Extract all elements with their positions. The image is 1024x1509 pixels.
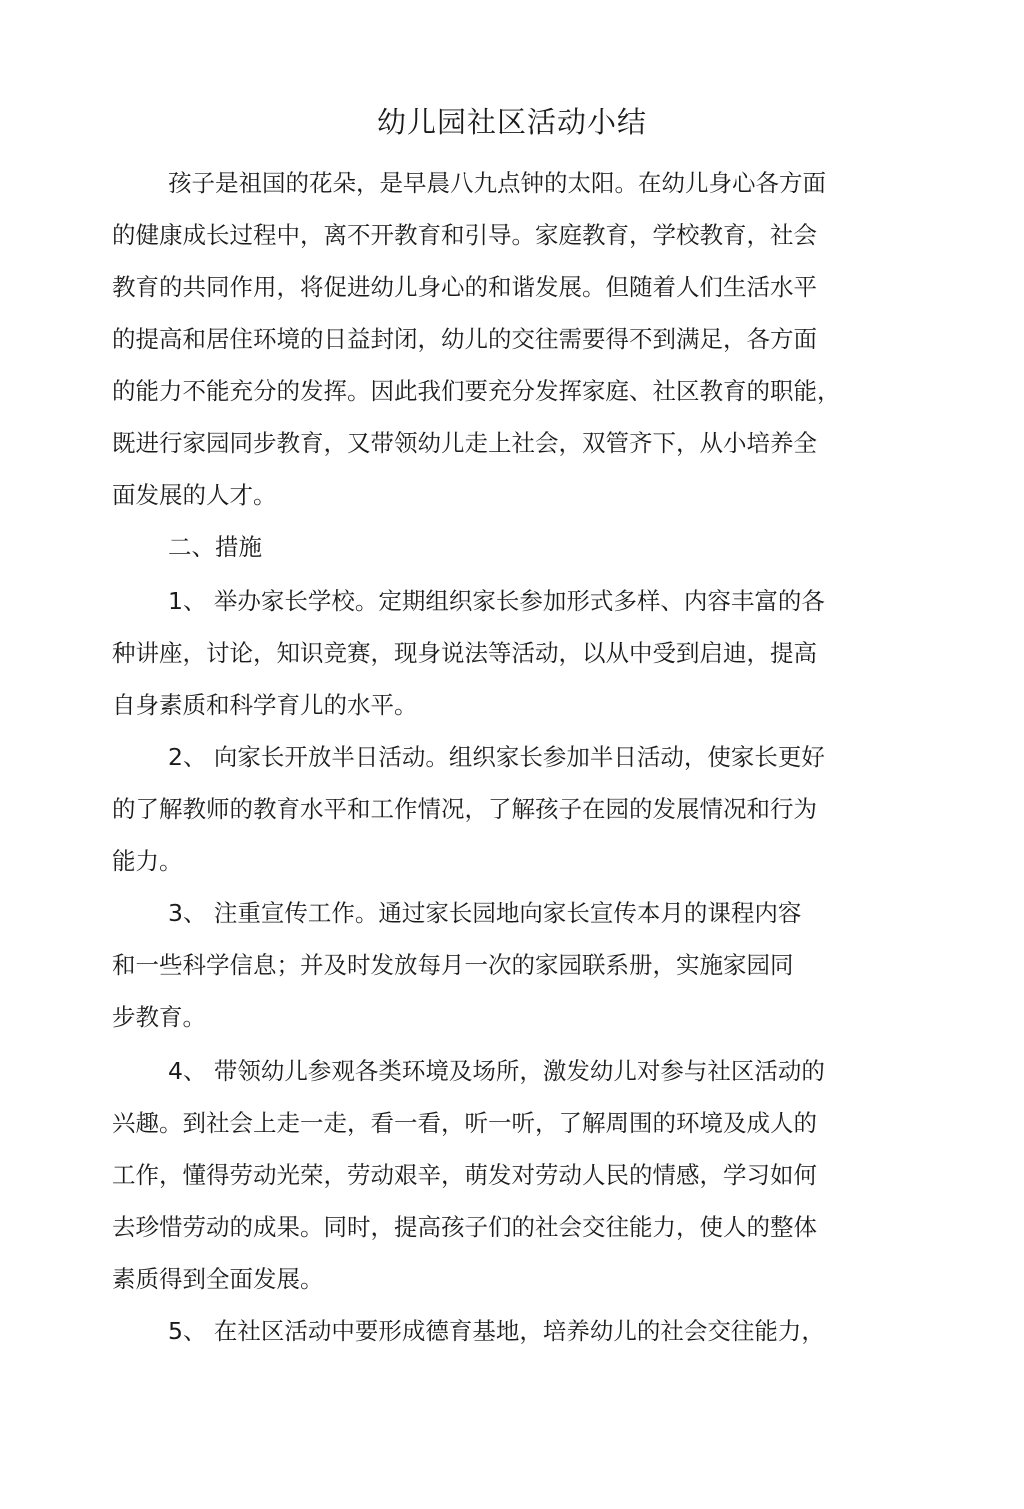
list-item-line: 素质得到全面发展。 bbox=[112, 1265, 324, 1293]
list-item-line: 步教育。 bbox=[112, 1003, 206, 1031]
paragraph-line: 孩子是祖国的花朵，是早晨八九点钟的太阳。在幼儿身心各方面 bbox=[168, 169, 826, 197]
paragraph-line: 面发展的人才。 bbox=[112, 481, 277, 509]
list-item-line: 和一些科学信息；并及时发放每月一次的家园联系册，实施家园同 bbox=[112, 951, 794, 979]
list-item-line: 3、 注重宣传工作。通过家长园地向家长宣传本月的课程内容 bbox=[168, 899, 802, 927]
list-item-line: 自身素质和科学育儿的水平。 bbox=[112, 691, 418, 719]
list-item-line: 能力。 bbox=[112, 847, 183, 875]
paragraph-line: 的健康成长过程中，离不开教育和引导。家庭教育，学校教育，社会 bbox=[112, 221, 817, 249]
list-item-line: 兴趣。到社会上走一走，看一看，听一听，了解周围的环境及成人的 bbox=[112, 1109, 817, 1137]
list-item-line: 4、 带领幼儿参观各类环境及场所，激发幼儿对参与社区活动的 bbox=[168, 1057, 825, 1085]
paragraph-line: 的提高和居住环境的日益封闭，幼儿的交往需要得不到满足，各方面 bbox=[112, 325, 817, 353]
document-title: 幼儿园社区活动小结 bbox=[376, 105, 647, 139]
section-heading: 二、措施 bbox=[168, 533, 262, 561]
list-item-line: 1、 举办家长学校。定期组织家长参加形式多样、内容丰富的各 bbox=[168, 587, 825, 615]
list-item-line: 的了解教师的教育水平和工作情况，了解孩子在园的发展情况和行为 bbox=[112, 795, 817, 823]
paragraph-line: 既进行家园同步教育，又带领幼儿走上社会，双管齐下，从小培养全 bbox=[112, 429, 817, 457]
list-item-line: 工作，懂得劳动光荣，劳动艰辛，萌发对劳动人民的情感，学习如何 bbox=[112, 1161, 817, 1189]
paragraph-line: 教育的共同作用，将促进幼儿身心的和谐发展。但随着人们生活水平 bbox=[112, 273, 817, 301]
paragraph-line: 的能力不能充分的发挥。因此我们要充分发挥家庭、社区教育的职能， bbox=[112, 377, 841, 405]
list-item-line: 5、 在社区活动中要形成德育基地，培养幼儿的社会交往能力， bbox=[168, 1317, 825, 1345]
list-item-line: 种讲座，讨论，知识竞赛，现身说法等活动，以从中受到启迪，提高 bbox=[112, 639, 817, 667]
list-item-line: 2、 向家长开放半日活动。组织家长参加半日活动，使家长更好 bbox=[168, 743, 825, 771]
list-item-line: 去珍惜劳动的成果。同时，提高孩子们的社会交往能力，使人的整体 bbox=[112, 1213, 817, 1241]
